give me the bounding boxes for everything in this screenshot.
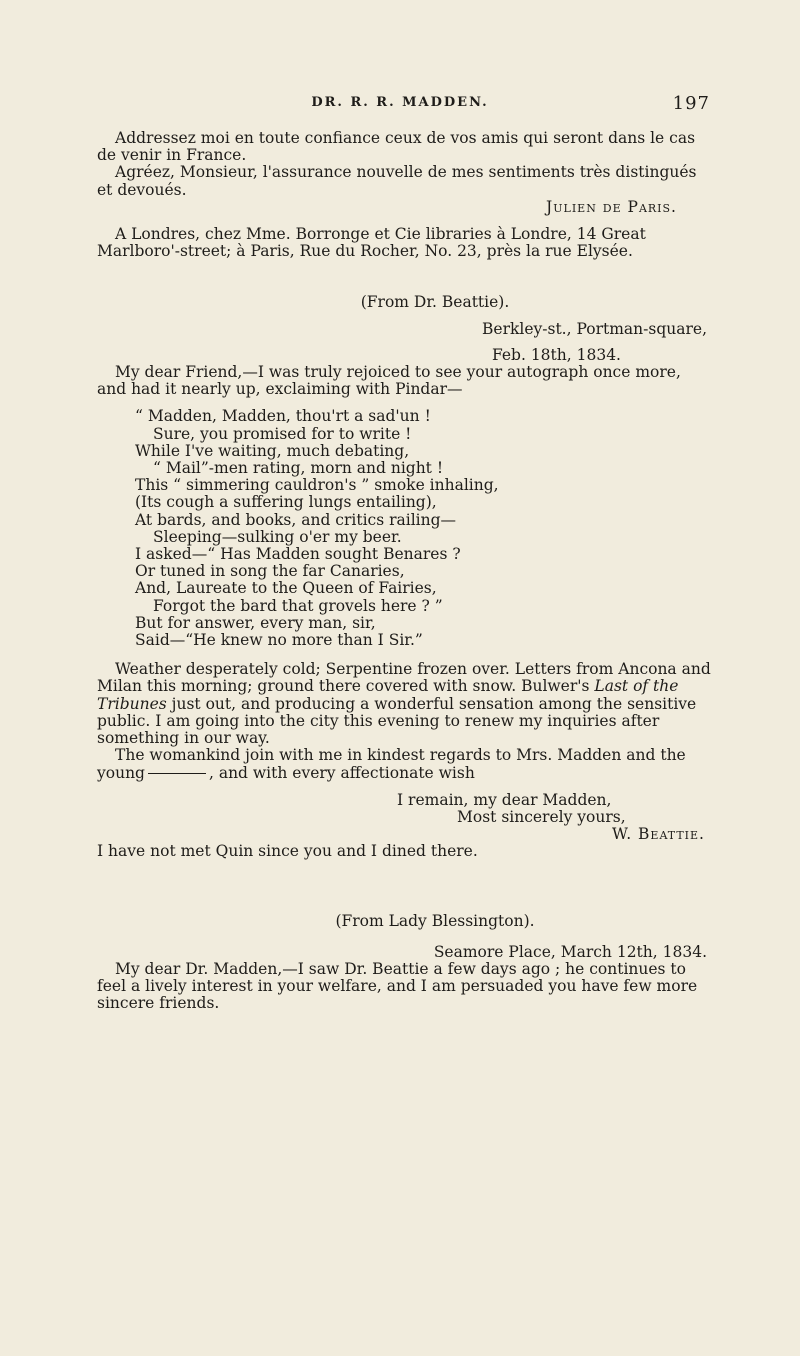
- blessington-source-heading: (From Lady Blessington).: [335, 911, 535, 930]
- regards-text-a: The womankind join with me in kindest regards to Mrs. Madden and the young: [97, 746, 686, 782]
- blessington-address-date: Seamore Place, March 12th, 1834.: [433, 942, 707, 961]
- beattie-signature: W. Beattie.: [611, 825, 705, 844]
- poem-line: While I've waiting, much debating,: [135, 441, 410, 460]
- blessington-letter-section: [97, 913, 713, 1013]
- poem-line: Sleeping—sulking o'er my beer.: [153, 527, 402, 546]
- julien-imprint: A Londres, chez Mme. Borronge et Cie libraries à Londre, 14 Great Marlboro'-street; à Paris, Rue du Rocher, No. 23, près la rue Elysée.: [97, 225, 646, 261]
- poem-line: “ Madden, Madden, thou'rt a sad'un !: [135, 407, 431, 426]
- poem-line: (Its cough a suffering lungs entailing),: [135, 493, 437, 512]
- beattie-letter-section: [97, 294, 713, 860]
- page-header: [0, 93, 800, 117]
- poem-line: Said—“He knew no more than I Sir.”: [135, 631, 423, 650]
- beattie-postscript: I have not met Quin since you and I dined there.: [97, 842, 478, 861]
- julien-letter-line-2: Agréez, Monsieur, l'assurance nouvelle de mes sentiments très distingués et devoués.: [97, 163, 697, 199]
- poem-line: Forgot the bard that grovels here ? ”: [153, 596, 443, 615]
- beattie-source-heading: (From Dr. Beattie).: [360, 293, 510, 312]
- beattie-regards-paragraph: [97, 747, 713, 781]
- julien-signature: Julien de Paris.: [546, 197, 677, 216]
- poem-line: And, Laureate to the Queen of Fairies,: [135, 579, 437, 598]
- beattie-closing-1: I remain, my dear Madden,: [397, 790, 612, 809]
- blank-dash: [148, 773, 206, 774]
- page-body: [97, 130, 713, 1013]
- julien-letter-section: [97, 130, 713, 260]
- regards-text-b: , and with every affectionate wish: [208, 763, 475, 782]
- poem-line: Or tuned in song the far Canaries,: [135, 562, 405, 581]
- running-head: DR. R. R. MADDEN.: [311, 95, 489, 110]
- page-number: 197: [672, 93, 710, 114]
- weather-text-a: Weather desperately cold; Serpentine frozen over. Letters from Ancona and Milan this morning; ground there covered with snow. Bulwer's: [97, 660, 711, 696]
- weather-text-b: just out, and producing a wonderful sensation among the sensitive public. I am going into the city this evening to renew my inquiries after something in our way.: [97, 694, 697, 748]
- julien-letter-line-1: Addressez moi en toute confiance ceux de vos amis qui seront dans le cas de venir in France.: [97, 129, 696, 165]
- poem-line: But for answer, every man, sir,: [135, 613, 376, 632]
- poem-line: At bards, and books, and critics railing—: [135, 510, 457, 529]
- poem-line: Sure, you promised for to write !: [153, 424, 412, 443]
- beattie-weather-paragraph: [97, 661, 713, 747]
- blessington-body: My dear Dr. Madden,—I saw Dr. Beattie a few days ago ; he continues to feel a lively interest in your welfare, and I am persuaded you have few more sincere friends.: [97, 959, 698, 1013]
- beattie-date: Feb. 18th, 1834.: [491, 345, 621, 364]
- beattie-closing-2: Most sincerely yours,: [457, 807, 626, 826]
- poem-line: This “ simmering cauldron's ” smoke inhaling,: [135, 476, 499, 495]
- beattie-address: Berkley-st., Portman-square,: [482, 319, 707, 338]
- beattie-opening: My dear Friend,—I was truly rejoiced to see your autograph once more, and had it nearly up, exclaiming with Pindar—: [97, 363, 681, 399]
- poem-line: I asked—“ Has Madden sought Benares ?: [135, 545, 461, 564]
- poem-line: “ Mail”-men rating, morn and night !: [153, 459, 444, 478]
- book-title: Last of the Tribunes: [97, 677, 679, 713]
- pindar-poem: [135, 408, 713, 649]
